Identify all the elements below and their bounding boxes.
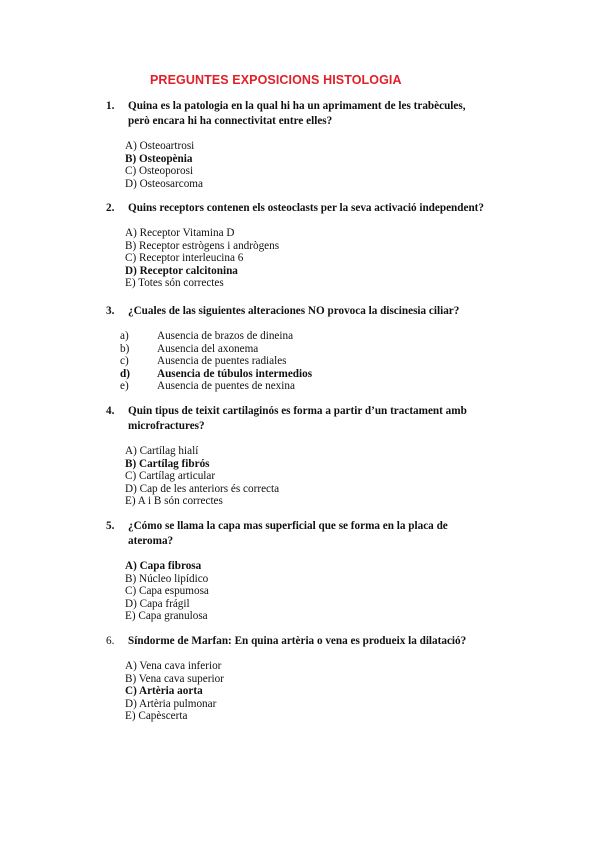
answer-option [120,380,486,393]
question-6-header [106,634,506,649]
answer-option: A) Vena cava inferior [125,660,222,672]
answer-option: B) Vena cava superior [125,672,224,685]
question-5-header [106,519,486,549]
option-text: Ausencia de brazos de dineina [157,330,294,342]
question-6-options [106,660,506,723]
option-letter: b) [120,342,130,355]
answer-option: A) Receptor Vitamina D [125,227,235,239]
question-number: 4. [106,405,115,417]
answer-option: A) Cartílag hialí [125,445,199,457]
question-4-header [106,404,486,434]
answer-option: D) Capa frágil [125,597,190,610]
answer-option-correct: B) Osteopènia [125,152,193,165]
question-number: 5. [106,520,115,532]
question-1 [106,99,486,190]
answer-option: E) Capèscerta [125,710,188,723]
answer-option: D) Cap de les anteriors és correcta [125,482,280,495]
answer-option-correct: D) Receptor calcitonina [125,264,238,277]
answer-option: C) Osteoporosi [125,165,194,178]
question-3-options [106,330,486,393]
question-6 [106,634,506,723]
question-text: ¿Cuales de las siguientes alteraciones NO provoca la discinesia ciliar? [128,305,460,317]
answer-option-correct: C) Artèria aorta [125,685,203,698]
option-text: Ausencia de puentes de nexina [157,380,295,393]
option-text: Ausencia de puentes radiales [157,355,287,368]
answer-option: C) Receptor interleucina 6 [125,252,244,265]
question-4-options [106,445,486,508]
answer-option: A) Osteoartrosi [125,140,195,152]
question-3 [106,304,486,393]
answer-option: E) Totes són correctes [125,277,224,290]
question-text: Quina es la patologia en la qual hi ha un aprimament de les trabècules, però encara hi ha connectivitat entre elles? [128,100,466,127]
question-number: 3. [106,305,115,317]
answer-option: D) Artèria pulmonar [125,697,217,710]
option-letter: c) [120,355,129,368]
answer-option: B) Núcleo lipídico [125,572,209,585]
document-title: PREGUNTES EXPOSICIONS HISTOLOGIA [150,73,402,87]
question-3-header [106,304,486,319]
answer-option: B) Receptor estrògens i andrògens [125,239,280,252]
question-text: Quin tipus de teixit cartilaginós es forma a partir d’un tractament amb microfractures? [128,405,467,432]
question-number: 6. [106,635,115,647]
question-text: Síndorme de Marfan: En quina artèria o vena es produeix la dilatació? [128,635,467,647]
answer-option [120,355,486,368]
option-text: Ausencia de túbulos intermedios [157,367,313,380]
question-1-header [106,99,486,129]
question-text: ¿Cómo se llama la capa mas superficial que se forma en la placa de ateroma? [128,520,448,547]
option-letter: a) [120,330,129,342]
option-letter: d) [120,367,130,380]
answer-option: D) Osteosarcoma [125,177,203,190]
option-letter: e) [120,380,129,393]
question-2 [106,201,486,290]
answer-option [120,330,486,343]
question-4 [106,404,486,508]
answer-option-correct [120,368,486,381]
question-2-options [106,227,486,290]
answer-option: E) Capa granulosa [125,610,208,623]
question-2-header [106,201,486,216]
question-5 [106,519,486,623]
answer-option [120,343,486,356]
answer-option: C) Capa espumosa [125,585,209,598]
question-number: 1. [106,100,115,112]
answer-option-correct: B) Cartílag fibrós [125,457,210,470]
answer-option: E) A i B són correctes [125,495,223,508]
option-text: Ausencia del axonema [157,342,259,355]
question-1-options [106,140,486,190]
question-text: Quins receptors contenen els osteoclasts per la seva activació independent? [128,202,485,214]
question-5-options [106,560,486,623]
answer-option: C) Cartílag articular [125,470,216,483]
question-number: 2. [106,202,115,214]
answer-option-correct: A) Capa fibrosa [125,560,202,572]
